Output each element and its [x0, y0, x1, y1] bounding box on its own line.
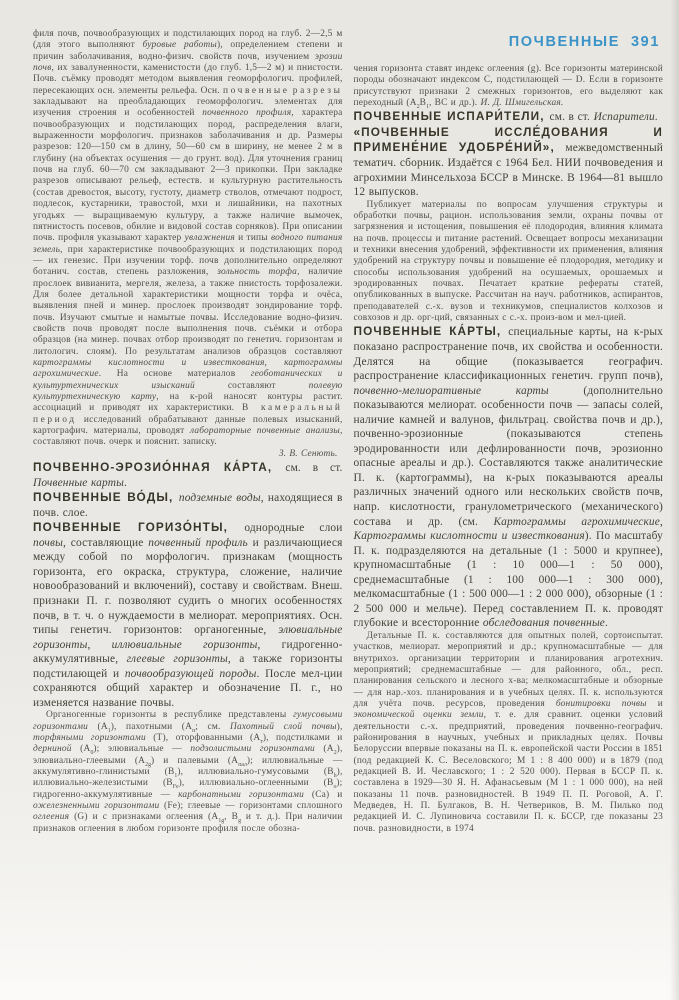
entry-heading: ПОЧВЕННО-ЭРОЗИО́ННАЯ КА́РТА, [33, 460, 286, 475]
entry-heading: ПОЧВЕННЫЕ КА́РТЫ, [353, 324, 509, 339]
paragraph: Публикует материалы по вопросам улучшения структуры и обработки почвы, рацион. использования земли, охраны почвы от загрязнения и истощения, повышения её плодородия, влияния климата на почв. процессы и питание растений. Освещает вопросы механизации и техники внесения удобрений, эффективности их применения, влияния удобрений на структуру почвы и повышение её плодородия, методику и способы использования удобрений на осушаемых, орошаемых и эродированных почвах. Печатает краткие рефераты статей, опубликованных в выпуске. Рассчитан на науч. работников, аспирантов, преподавателей с.-х. вузов и техникумов, специалистов колхозов и совхозов и др. орг-ций, связанных с с.-х. произ-вом и мел-цией. [353, 199, 663, 324]
entry-heading: ПОЧВЕННЫЕ ИСПАРИ́ТЕЛИ, [353, 109, 550, 124]
entry-heading: ПОЧВЕННЫЕ ВО́ДЫ, [33, 490, 179, 505]
entry-heading: «ПОЧВЕННЫЕ ИССЛЕ́ДОВАНИЯ И ПРИМЕНЕ́НИЕ УДОБРЕ́НИЙ», [353, 124, 663, 155]
running-head [354, 34, 661, 50]
paragraph: филя почв, почвообразующих и подстилающих пород на глуб. 2—2,5 м (для этого выполняют буровые работы), определением степени и причин заболачивания, водно-физич. свойств почв, изучением эрозии почв, их завалуненности, каменистости (до глуб. 1,5—2 м) и пнистости. Почв. съёмку проводят методом выявления геоморфологич. профилей, пересекающих осн. элементы рельефа. Осн. почвенные разрезы закладывают на преобладающих геоморфологич. элементах для изучения строения и особенностей почвенного профиля, характера почвообразующих и подстилающих пород, распределения влаги, выраженности морфологич. признаков заболачивания и др. Размеры разрезов: 120—150 см в длину, 50—60 см в ширину, не менее 2 м в глубину (на объектах осушения — до грунт. вод). Для уточнения границ почв на глуб. 60—70 см закладывают 2—3 прикопки. При закладке разрезов описывают рельеф, естеств. и культурную растительность (состав древостоя, высоту, густоту, диаметр стволов, отмечают подрост, подлесок, кустарники, травостой, мхи и лишайники, на пахотных угодьях — выращиваемую культуру, а также наличие вымочек, пятнистость посевов, обилие и видовой состав сорняков). При описании почв. профиля указывают характер увлажнения и типы водного питания земель, при характеристике почвообразующих и подстилающих пород — их генезис. При изучении торф. почв дополнительно определяют ботанич. состав, степень разложения, зольность торфа, наличие прослоек вивианита, мергеля, железа, а также пнистость торфозалежи. Для более детальной характеристики мощности торфа и очёса, выявления пней и минер. прослоек производят зондирование торф. почв. Изучают смытые и намытые почвы. Исследование водно-физич. свойств почв проводят после выполнения почв. съёмки и отбора образцов (на минер. почвах отбор производят по генетич. горизонтам и литологич. слоям). По результатам анализов образцов составляют картограммы кислотности и известкования, картограммы агрохимические. На основе материалов геоботанических и культуртехнических изысканий составляют полевую культуртехническую карту, на к-рой наносят контуры растит. ассоциаций и приводят их характеристики. В камеральный период исследований обрабатывают данные полевых изысканий, картографич. материалы, проводят лабораторные почвенные анализы, составляют почв. очерк и пояснит. записку. [33, 29, 343, 448]
dictionary-entry: ПОЧВЕННЫЕ ГОРИЗО́НТЫ, однородные слои почвы, составляющие почвенный профиль и различающиеся между собой по морфологич. признакам (мощность горизонта, его окраска, структура, сложение, наличие новообразований и включений), составу и свойствам. Внеш. признаки П. г. позволяют судить о многих особенностях почв, в т. ч. о нуждаемости в мелиорат. мероприятиях. Осн. типы генетич. горизонтов: органогенные, элювиальные горизонты, иллювиальные горизонты, гидрогенно-аккумулятивные, глеевые горизонты, а также горизонты подстилающей и почвообразующей породы. После мел-ции сохраняются общий характер и обозначение П. г., но изменяется название почвы. [33, 520, 343, 709]
dictionary-entry: ПОЧВЕННЫЕ ИСПАРИ́ТЕЛИ, см. в ст. Испарители. [353, 109, 658, 124]
right-column [354, 29, 664, 835]
paragraph: чения горизонта ставят индекс оглеения (g). Все горизонты материнской породы обозначают индексом C, подстилающей — D. Если в горизонте присутствуют признаки 2 смежных горизонтов, его выделяют как переходный ($A_2B_1$, ВС и др.). И. Д. Шмигельская. [353, 64, 663, 110]
page-number: 391 [631, 34, 660, 50]
dictionary-entry: ПОЧВЕННЫЕ КА́РТЫ, специальные карты, на к-рых показано распространение почв, их свойства и особенности. Делятся на общие (показывается географич. распространение классификационных генетич. групп почв), почвенно-мелиоративные карты (дополнительно показываются мелиорат. особенности почв — запасы солей, наличие камней и валунов, фильтрац. свойства почв и др.), почвенно-эрозионные (показываются степень эродированности или дефлированности почв, эрозионно опасные ареалы и др.). Составляются также аналитические П. к. (картограммы), на к-рых показываются ареалы различных значений одного или нескольких свойств почв, напр. кислотности, гранулометрического (механического) состава и др. (см. Картограммы агрохимические, Картограммы кислотности и известкования). По масштабу П. к. подразделяются на детальные (1 : 5000 и крупнее), крупномасштабные (1 : 10 000—1 : 50 000), среднемасштабные (1 : 100 000—1 : 300 000), мелкомасштабные (1 : 500 000—1 : 2 000 000), обзорные (1 : 2 500 000 и мельче). Перед составлением П. к. проводят глубокие и всесторонние обследования почвенные. [353, 324, 664, 630]
paragraph: Органогенные горизонты в республике представлены гумусовыми горизонтами $(A_1)$, пахотными ($A_п$; см. Пахотный слой почвы), торфяными горизонтами (Т), оторфованными $(A_т)$, подстилками и дерниной $(A_0)$; элювиальные — подзолистыми горизонтами $(A_2)$, элювиально-глеевыми $(A_{2g})$ и палевыми $(A_{пал})$; иллювиальные — аккумулятивно-глинистыми $(B_1)$, иллювиально-гумусовыми $(B_h)$, иллювиально-железистыми $(B_{Fe})$, иллювиально-оглеенными $(B_о)$; гидрогенно-аккумулятивные — карбонатными горизонтами (Ca) и ожелезненными горизонтами (Fe); глеевые — горизонтами сплошного оглеения (G) и с признаками оглеения ($A_{1g}$, $B_g$ и т. д.). При наличии признаков оглеения в любом горизонте профиля после обозна- [33, 710, 343, 834]
right-column-text [354, 64, 664, 835]
paragraph: Детальные П. к. составляются для опытных полей, сортоиспытат. участков, мелиорат. мероприятий и др.; крупномасштабные — для внутрихоз. организации территории и планирования агротехнич. мероприятий; среднемасштабные — для районного, обл., респ. планирования сельского и лесного х-ва; мелкомасштабные и обзорные — для нар.-хоз. планирования и в учебных целях. П. к. используются для учёта почв. ресурсов, проведения бонитировки почвы и экономической оценки земли, т. е. для сравнит. оценки условий деятельности с.-х. предприятий, проведения почвенно-географич. районирования в научных, учебных и прикладных целях. Почвы Белоруссии впервые показаны на П. к. европейской части России в 1851 (под редакцией К. С. Веселовского; М 1 : 8 400 000) и в 1879 (под редакцией В. И. Чеславского; 1 : 2 520 000). Первая в БССР П. к. составлена в 1929—30 Я. Н. Афанасьевым (М 1 : 1 000 000), на ней показаны 11 почв. разновидностей. В 1949 П. П. Роговой, А. Г. Медведев, Н. П. Булгаков, В. Н. Четвериков, В. М. Пилько под редакцией И. С. Лупиновича составили П. к. БССР, где показаны 23 почв. разновидности, в 1974 [353, 630, 664, 834]
dictionary-entry: ПОЧВЕННЫЕ ВО́ДЫ, подземные воды, находящиеся в почв. слое. [33, 490, 343, 519]
left-column [33, 29, 343, 835]
author-signature: З. В. Сенють. [278, 448, 338, 459]
running-title: ПОЧВЕННЫЕ [508, 34, 620, 50]
entry-heading: ПОЧВЕННЫЕ ГОРИЗО́НТЫ, [33, 520, 245, 535]
dictionary-entry: «ПОЧВЕННЫЕ ИССЛЕ́ДОВАНИЯ И ПРИМЕНЕ́НИЕ УДОБРЕ́НИЙ», межведомственный тематич. сборник. Издаётся с 1964 Бел. НИИ почвоведения и агрохимии Минсельхоза БССР в Минске. В 1964—81 вышло 12 выпусков. [353, 124, 663, 199]
dictionary-entry: ПОЧВЕННО-ЭРОЗИО́ННАЯ КА́РТА, см. в ст. Почвенные карты. [33, 460, 343, 489]
